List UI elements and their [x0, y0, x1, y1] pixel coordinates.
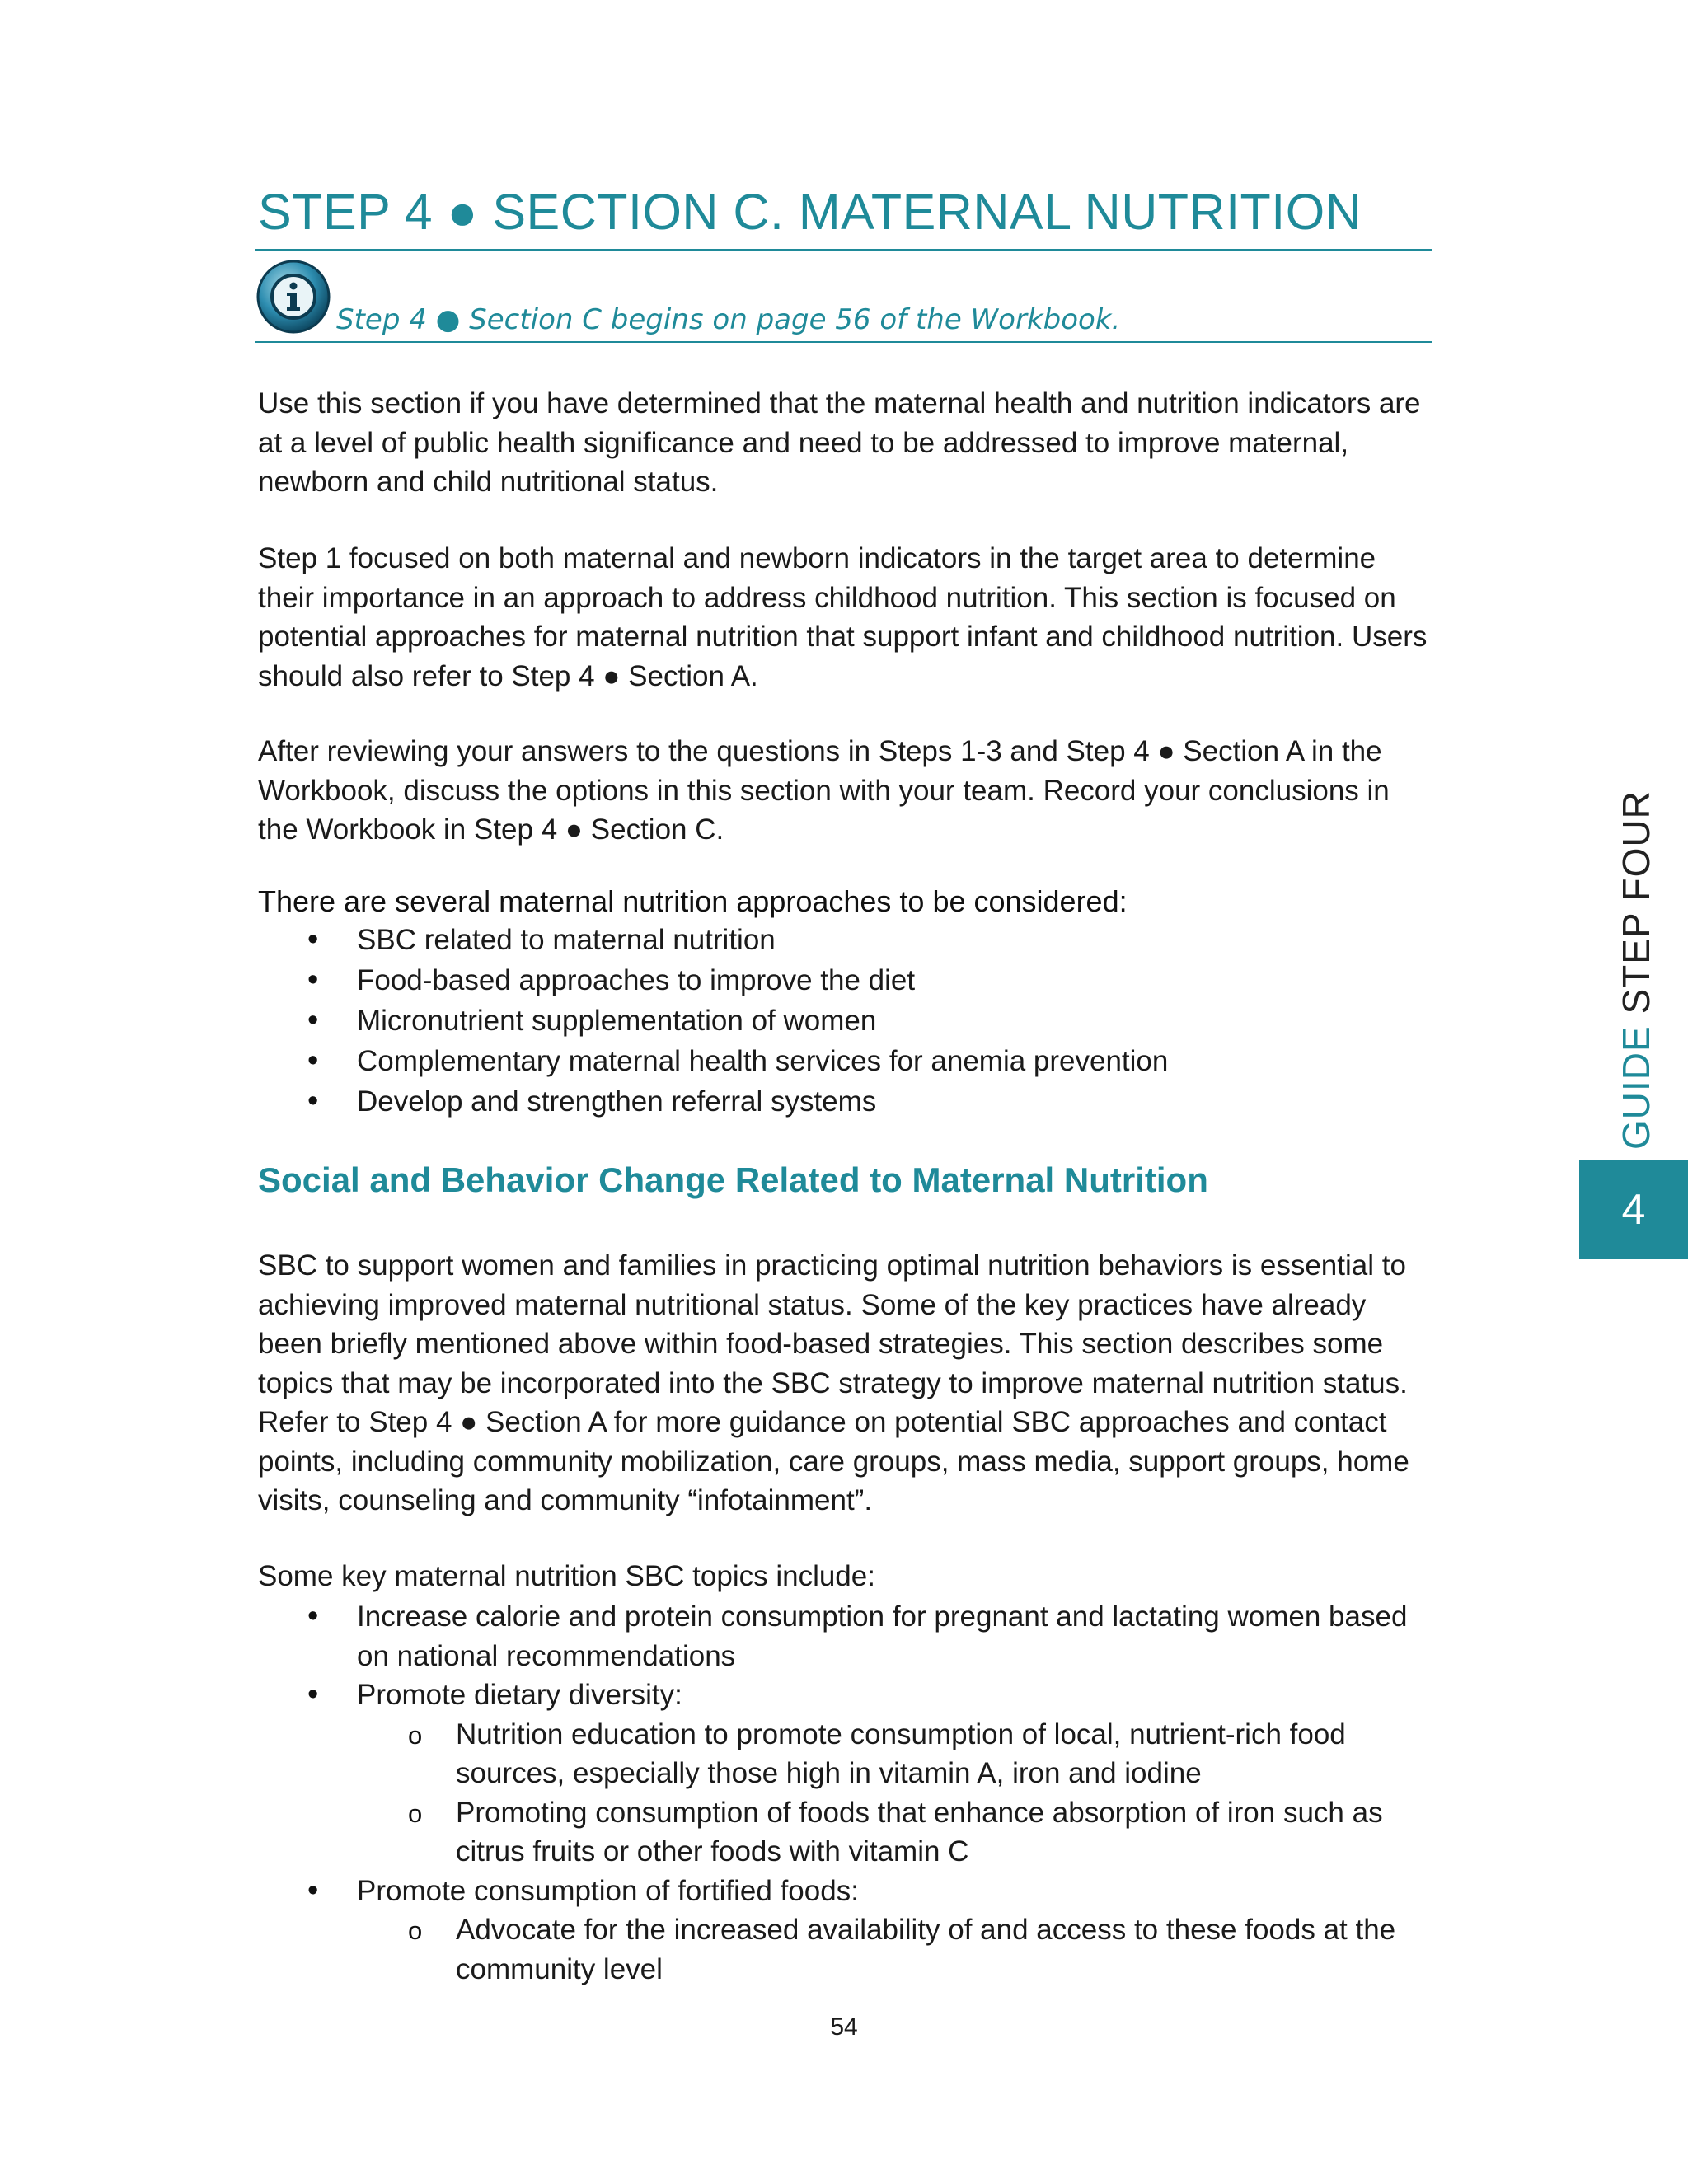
intro-paragraph-2: Step 1 focused on both maternal and newborn indicators in the target area to determine their importance in an approach to address childhood nutrition. This section is focused on potential approaches for maternal nutrition that support infant and childhood nutrition. Users should also refer to Step 4 ● Section A.	[258, 542, 1428, 692]
page-title: STEP 4 ● SECTION C. MATERNAL NUTRITION	[258, 184, 1362, 240]
intro-paragraph-1: Use this section if you have determined that the maternal health and nutrition indicators are at a level of public health significance and need to be addressed to improve maternal, newborn and child nutritional status.	[258, 387, 1421, 498]
title-rule	[255, 249, 1432, 251]
list-item: • Complementary maternal health services for anemia prevention	[258, 1041, 1168, 1081]
sub-list-item: o Advocate for the increased availability of and access to these foods at the community level	[258, 1910, 1432, 1989]
sub-list-item: o Nutrition education to promote consumption of local, nutrient-rich food sources, especially those high in vitamin A, iron and iodine	[258, 1715, 1432, 1793]
approaches-list	[258, 920, 1168, 1122]
approaches-lead: There are several maternal nutrition approaches to be considered:	[258, 884, 1128, 918]
topics-lead: Some key maternal nutrition SBC topics include:	[258, 1560, 875, 1592]
workbook-reference-note: Step 4 ● Section C begins on page 56 of the Workbook.	[336, 303, 1121, 336]
section-heading: Social and Behavior Change Related to Maternal Nutrition	[258, 1160, 1208, 1199]
page-number: 54	[830, 2013, 858, 2041]
list-item: • Micronutrient supplementation of women	[258, 1001, 1168, 1041]
list-item: • Promote dietary diversity:	[258, 1675, 1432, 1715]
list-item: • Develop and strengthen referral systems	[258, 1081, 1168, 1122]
info-icon	[256, 259, 331, 335]
list-item: • Food-based approaches to improve the diet	[258, 960, 1168, 1001]
chapter-tab: 4	[1579, 1160, 1688, 1259]
side-label-step: STEP FOUR	[1615, 790, 1658, 1026]
list-item: • SBC related to maternal nutrition	[258, 920, 1168, 960]
side-label-guide: GUIDE	[1615, 1025, 1658, 1150]
list-item: • Promote consumption of fortified foods:	[258, 1872, 1432, 1911]
list-item: • Increase calorie and protein consumption for pregnant and lactating women based on national recommendations	[258, 1597, 1432, 1675]
note-rule	[255, 341, 1432, 343]
side-section-label	[1615, 790, 1658, 1150]
intro-paragraph-3: After reviewing your answers to the questions in Steps 1-3 and Step 4 ● Section A in the Workbook, discuss the options in this section with your team. Record your conclusions in the Workbook in Step 4 ● Section C.	[258, 735, 1390, 846]
topics-list	[258, 1597, 1432, 1989]
sub-list-item: o Promoting consumption of foods that enhance absorption of iron such as citrus fruits or other foods with vitamin C	[258, 1793, 1432, 1872]
sbc-paragraph: SBC to support women and families in practicing optimal nutrition behaviors is essential to achieving improved maternal nutritional status. Some of the key practices have already been briefly mentioned above within food-based strategies. This section describes some topics that may be incorporated into the SBC strategy to improve maternal nutrition status. Refer to Step 4 ● Section A for more guidance on potential SBC approaches and contact points, including community mobilization, care groups, mass media, support groups, home visits, counseling and community “infotainment”.	[258, 1249, 1409, 1516]
